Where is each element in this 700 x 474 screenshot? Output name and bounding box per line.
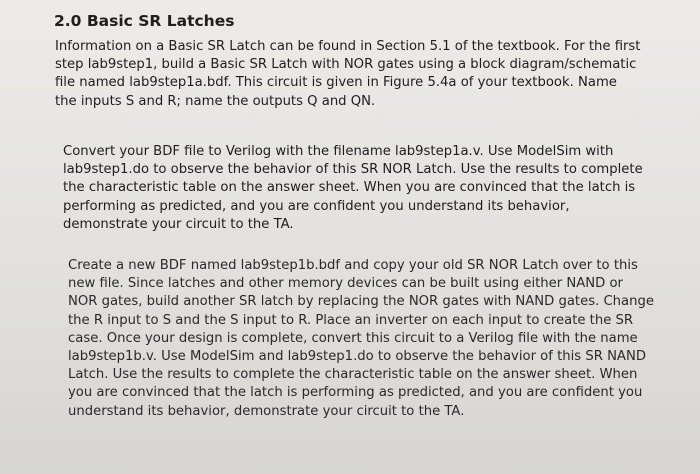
paragraph-1 xyxy=(55,38,640,111)
paragraph-2-line: Convert your BDF file to Verilog with the filename lab9step1a.v. Use ModelSim with xyxy=(63,144,614,159)
paragraph-1-line: file named lab9step1a.bdf. This circuit is given in Figure 5.4a of your textbook. Name xyxy=(55,75,617,91)
paragraph-3-line: Create a new BDF named lab9step1b.bdf and copy your old SR NOR Latch over to this xyxy=(68,258,638,273)
paragraph-3-line: NOR gates, build another SR latch by replacing the NOR gates with NAND gates. Change xyxy=(68,294,654,310)
paragraph-2-line: lab9step1.do to observe the behavior of this SR NOR Latch. Use the results to complete xyxy=(63,162,643,178)
paragraph-3-line: understand its behavior, demonstrate your circuit to the TA. xyxy=(68,403,465,419)
paragraph-2-line: demonstrate your circuit to the TA. xyxy=(63,216,294,232)
paragraph-3-line: you are convinced that the latch is performing as predicted, and you are confident you xyxy=(68,385,643,401)
paragraph-3-line: case. Once your design is complete, convert this circuit to a Verilog file with the name xyxy=(68,330,638,346)
paragraph-2-line: performing as predicted, and you are confident you understand its behavior, xyxy=(63,198,570,214)
paragraph-2-line: the characteristic table on the answer sheet. When you are convinced that the latch is xyxy=(63,180,636,196)
paragraph-3-line: the R input to S and the S input to R. Place an inverter on each input to create the SR xyxy=(68,312,634,328)
paragraph-1-line: step lab9step1, build a Basic SR Latch with NOR gates using a block diagram/schematic xyxy=(55,57,637,73)
paragraph-1-line: Information on a Basic SR Latch can be found in Section 5.1 of the textbook. For the first xyxy=(55,39,641,54)
paragraph-2 xyxy=(63,143,643,234)
paragraph-1-line: the inputs S and R; name the outputs Q and QN. xyxy=(55,93,376,109)
section-heading: 2.0 Basic SR Latches xyxy=(54,12,235,30)
paragraph-3-line: lab9step1b.v. Use ModelSim and lab9step1.do to observe the behavior of this SR NAND xyxy=(68,349,646,365)
paragraph-3 xyxy=(68,257,654,421)
paragraph-3-line: Latch. Use the results to complete the characteristic table on the answer sheet. When xyxy=(68,367,638,383)
paragraph-3-line: new file. Since latches and other memory devices can be built using either NAND or xyxy=(68,276,623,292)
